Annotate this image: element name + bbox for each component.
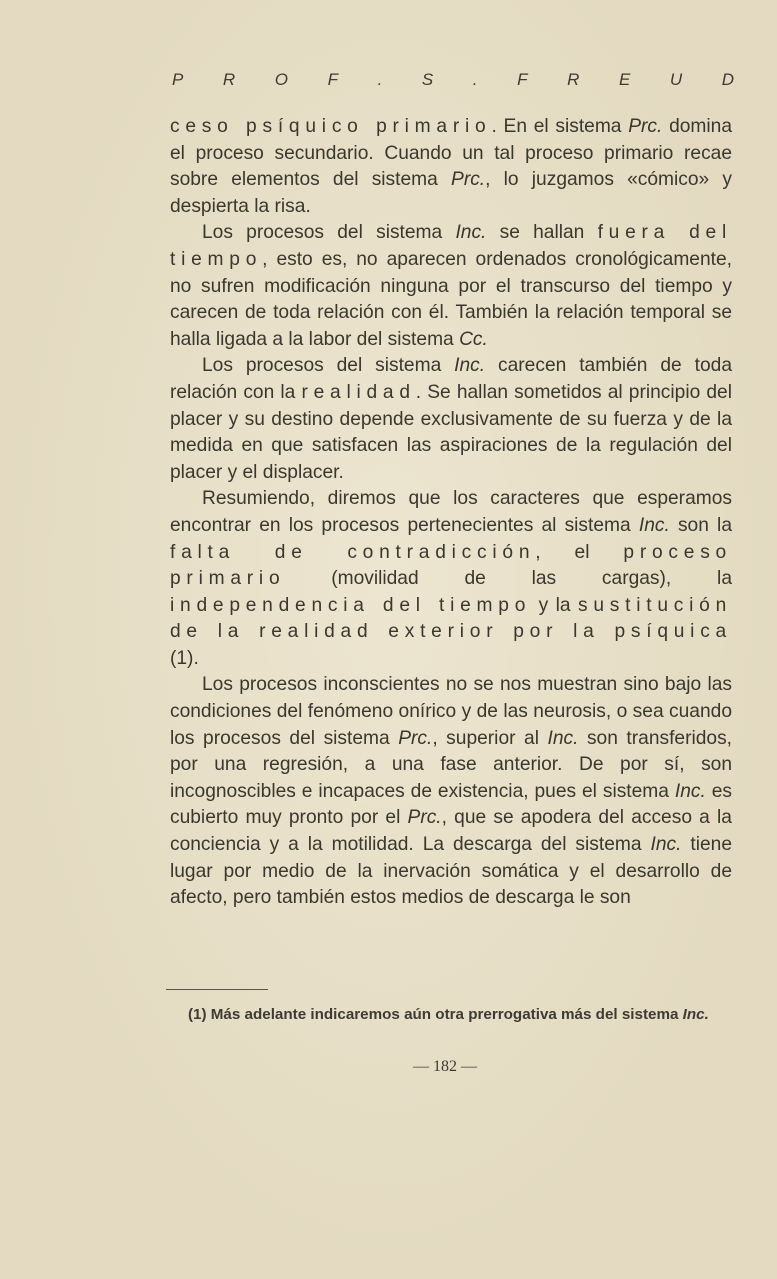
text-run: Prc.	[407, 807, 442, 829]
text-run: proceso primario	[170, 541, 732, 590]
text-run: fuera del tiempo	[170, 222, 732, 270]
text-run: Resumiendo, diremos que los caracteres que esperamos encontrar en los procesos pertenecientes al sistema	[170, 488, 732, 536]
footnote-rule	[166, 989, 268, 990]
text-run: (1) Más adelante indicaremos aún otra prerrogativa más del sistema	[188, 1006, 683, 1023]
text-run: , lo juzgamos «cómico» y despierta la risa.	[170, 169, 733, 217]
running-head-letter: U	[669, 70, 683, 89]
text-run: Inc.	[682, 1006, 709, 1023]
text-run: ceso psíquico primario	[170, 116, 492, 137]
text-run: , esto es, no aparecen ordenados cronológicamente, no sufren modificación ninguna por el transcurso del tiempo y carecen de toda relación con él. También la relación temporal se halla ligada a la labor del sistema	[170, 248, 732, 350]
paragraph	[170, 486, 732, 672]
footnote-text	[162, 1004, 732, 1026]
body-text	[170, 114, 732, 912]
text-run: (1).	[170, 647, 199, 669]
running-head-letter: R	[567, 70, 580, 89]
text-run: independencia del tiempo	[170, 594, 532, 616]
running-head-letter: .	[472, 70, 478, 89]
text-run: Inc.	[650, 834, 682, 856]
text-run: Inc.	[547, 727, 579, 749]
text-run: y la	[531, 594, 578, 616]
paragraph	[170, 220, 732, 353]
running-head	[172, 70, 734, 90]
paragraph	[170, 353, 732, 486]
text-run: es cubierto muy pronto por el	[170, 780, 732, 829]
paragraph	[170, 114, 732, 220]
text-run: Cc.	[459, 328, 488, 350]
text-run: se hallan	[486, 222, 598, 244]
text-run: Inc.	[674, 780, 706, 802]
running-head-letter: D	[721, 70, 734, 89]
footnote	[162, 1004, 732, 1026]
text-run: Inc.	[455, 222, 487, 244]
text-run: tiene lugar por medio de la inervación somática y el desarrollo de afecto, pero también estos medios de descarga le son	[170, 834, 732, 909]
text-run: . Se hallan sometidos al principio del placer y su destino depende exclusivamente de su fuerza y de la medida en que satisfacen las aspiraciones de la regulación del placer y el displacer.	[170, 381, 732, 483]
text-run: , el	[535, 541, 624, 563]
running-head-letter: P	[172, 70, 184, 89]
text-run: son la	[669, 514, 732, 536]
text-run: Prc.	[628, 116, 663, 137]
running-head-letter: R	[222, 70, 236, 89]
text-run: (movilidad de las cargas), la	[285, 568, 732, 590]
text-run: Inc.	[638, 514, 670, 536]
text-run: Inc.	[454, 355, 486, 377]
text-run: domina el proceso secundario. Cuando un tal proceso primario recae sobre elementos del sistema	[170, 116, 732, 191]
text-run: falta de contradicción	[170, 541, 536, 563]
text-run: , que se apodera del acceso a la conciencia y a la motilidad. La descarga del sistema	[170, 807, 732, 856]
text-run: . En el sistema	[491, 116, 629, 137]
text-run: Prc.	[398, 727, 433, 749]
running-head-letter: E	[618, 70, 631, 89]
text-run: Prc.	[451, 169, 486, 191]
running-head-letter: S	[421, 70, 434, 89]
text-run: son transferidos, por una regresión, a una fase anterior. De por sí, son incognoscibles e incapaces de existencia, pues el sistema	[170, 727, 733, 802]
text-run: sustitución de la realidad exterior por la psíquica	[170, 594, 732, 643]
running-head-letter: F	[517, 70, 528, 89]
text-run: Los procesos del sistema	[202, 222, 456, 244]
page-number: — 182 —	[413, 1058, 477, 1075]
running-head-letter: O	[274, 70, 289, 89]
text-run: carecen también de toda relación con la	[170, 355, 732, 403]
running-head-letter: F	[327, 70, 338, 89]
paragraph	[170, 672, 732, 911]
text-run: Los procesos inconscientes no se nos muestran sino bajo las condiciones del fenómeno onírico y de las neurosis, o sea cuando los procesos del sistema	[170, 674, 732, 749]
text-run: , superior al	[432, 727, 548, 749]
text-run: realidad	[301, 381, 416, 403]
running-head-letter: .	[377, 70, 383, 89]
text-run: Los procesos del sistema	[202, 355, 455, 377]
